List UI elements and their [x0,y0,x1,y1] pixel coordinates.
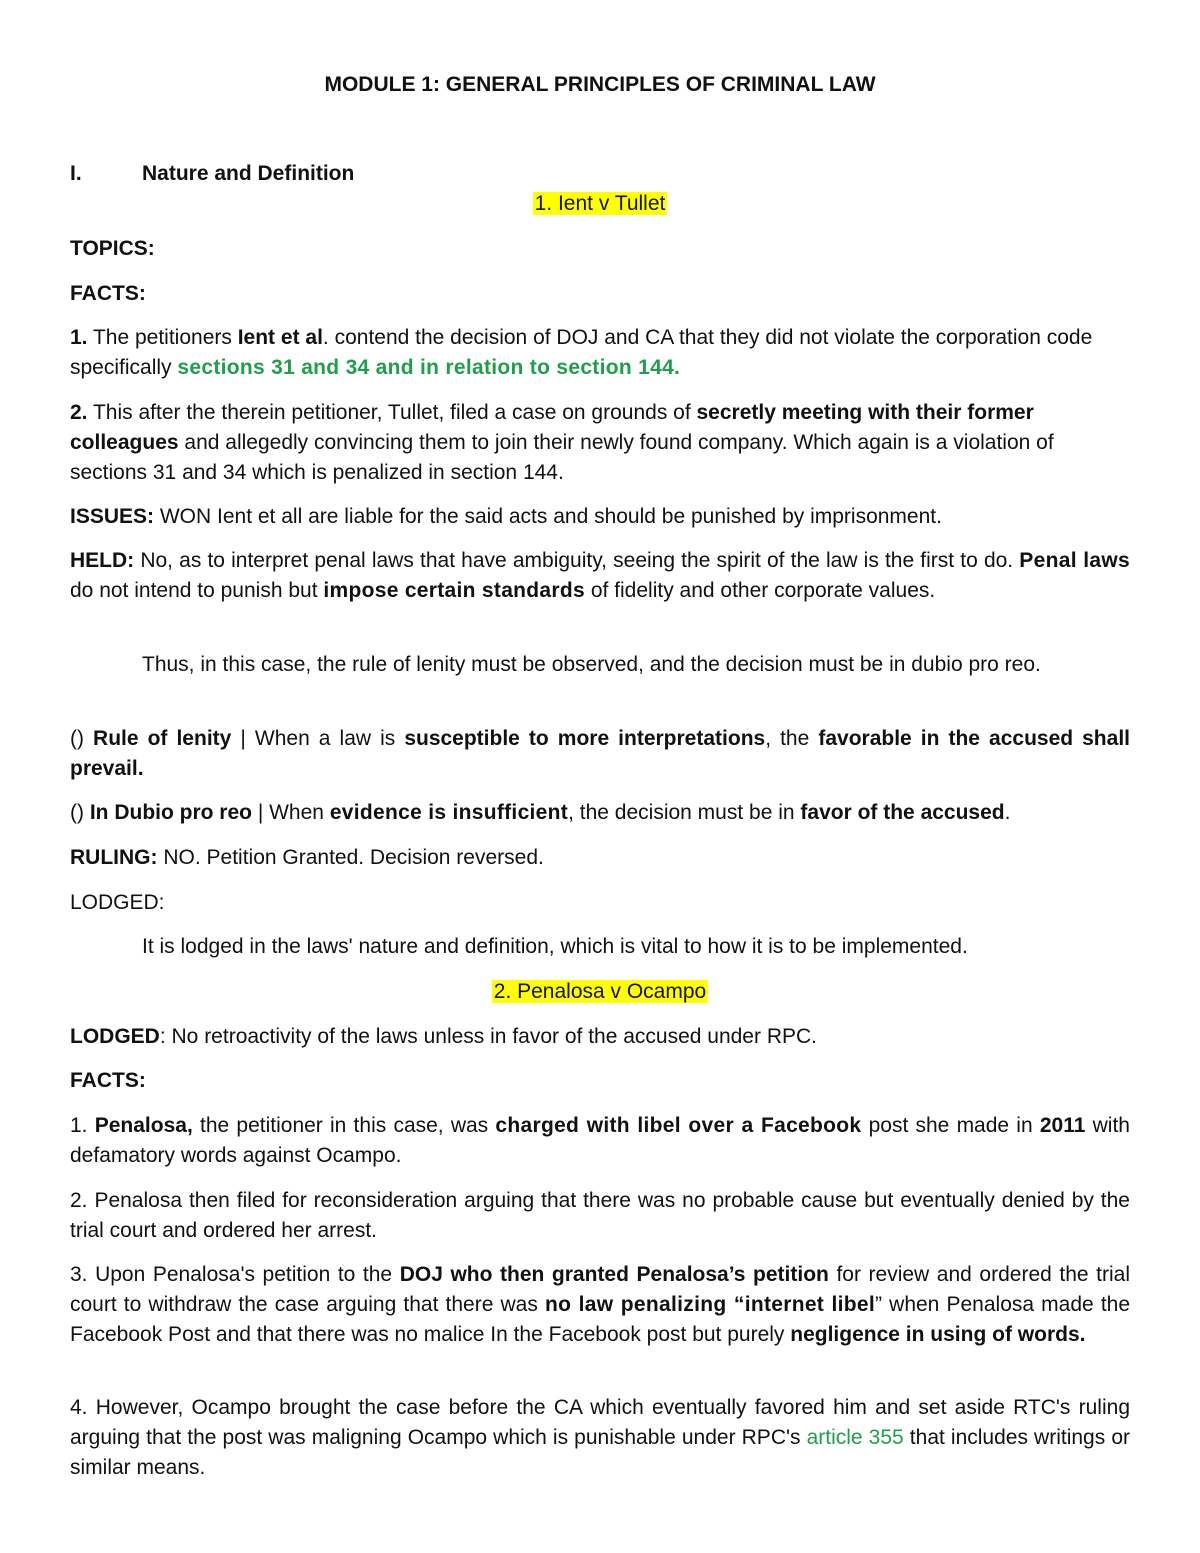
fact-text: 3. Upon Penalosa's petition to the [70,1263,400,1286]
held-label: HELD: [70,549,135,572]
case1-issues [70,502,1130,532]
lodged-text: : No retroactivity of the laws unless in favor of the accused under RPC. [159,1025,817,1048]
fact-text: The petitioners [87,326,238,349]
fact-bold: 2011 [1039,1114,1086,1137]
bullet-paren: () [70,727,94,750]
fact-text: This after the therein petitioner, Tullet, filed a case on grounds of [87,401,697,424]
fact-text: with defamatory words against Ocampo. [70,1114,1130,1167]
case1-rule-of-lenity [70,724,1130,784]
held-text: do not intend to punish but [70,579,324,602]
case1-ruling [70,843,1130,873]
case1-facts-label: FACTS: [70,282,146,305]
fact-text: ” when Penalosa made the Facebook Post and that there was no malice In the Facebook post but purely [70,1293,1131,1346]
term-text: . [1004,801,1011,824]
case2-fact-1 [70,1111,1130,1171]
fact-text: that includes writings or similar means. [70,1426,1130,1479]
fact-green-text: sections 31 and 34 and in relation to section 144. [177,356,681,379]
term-text: | When a law is [231,727,405,750]
case1-fact-1 [70,323,1130,383]
case1-lodged-text: It is lodged in the laws' nature and definition, which is vital to how it is to be implemented. [142,935,968,958]
fact-number: 2. [70,401,88,424]
term-bold: favor of the accused [800,801,1005,824]
case2-fact-3 [70,1260,1130,1350]
lodged-label: LODGED [70,1025,160,1048]
term-bold: Rule of lenity [93,727,232,750]
fact-bold: negligence in using of words. [790,1323,1086,1346]
case2-heading-highlight: 2. Penalosa v Ocampo [493,980,707,1003]
issues-text: WON Ient et all are liable for the said acts and should be punished by imprisonment. [154,505,942,528]
fact-bold: DOJ who then granted Penalosa’s petition [399,1263,829,1286]
case1-heading-highlight: 1. Ient v Tullet [534,192,666,215]
fact-text: and allegedly convincing them to join their newly found company. Which again is a violation of sections 31 and 34 which is penalized in section 144. [70,431,1054,484]
case1-fact-2 [70,398,1130,488]
case2-heading [70,977,1130,1007]
ruling-text: NO. Petition Granted. Decision reversed. [157,846,544,869]
bullet-paren: () [70,801,90,824]
fact-bold: charged with libel over a Facebook [495,1114,862,1137]
ruling-label: RULING: [70,846,158,869]
term-bold: favorable in the accused shall prevail. [70,727,1130,780]
held-bold: Penal laws [1019,549,1130,572]
case2-facts-label: FACTS: [70,1069,146,1092]
term-bold: evidence is insufficient [329,801,569,824]
case1-held [70,546,1130,606]
section-number: I. [70,162,82,185]
term-bold: susceptible to more interpretations [404,727,766,750]
fact-text: 4. However, Ocampo brought the case before the CA which eventually favored him and set aside RTC's ruling arguing that the post was maligning Ocampo which is punishable under RPC's [70,1396,1130,1449]
fact-text: 1. [70,1114,95,1137]
fact-green-link: article 355 [806,1426,904,1449]
held-text: of fidelity and other corporate values. [585,579,936,602]
case1-lodged-label: LODGED: [70,891,165,914]
case1-heading [70,189,1130,219]
section-heading [70,159,1130,189]
case2-fact-2: 2. Penalosa then filed for reconsideration arguing that there was no probable cause but eventually denied by the trial court and ordered her arrest. [70,1189,1130,1242]
term-text: , the decision must be in [568,801,801,824]
fact-bold: no law penalizing “internet libel [544,1293,876,1316]
fact-text: the petitioner in this case, was [192,1114,496,1137]
term-text: | When [251,801,330,824]
case1-topics-label: TOPICS: [70,237,155,260]
fact-bold: Ient et al [237,326,323,349]
term-text: , the [765,727,819,750]
case1-in-dubio-pro-reo [70,798,1130,828]
fact-bold: secretly meeting with their former colleagues [70,401,1034,454]
held-bold: impose certain standards [323,579,585,602]
fact-bold: Penalosa, [94,1114,193,1137]
section-label: Nature and Definition [142,162,355,185]
case1-thus-paragraph: Thus, in this case, the rule of lenity must be observed, and the decision must be in dubio pro reo. [142,653,1041,676]
fact-text: post she made in [861,1114,1040,1137]
fact-text: . contend the decision of DOJ and CA that they did not violate the corporation code specifically [70,326,1093,379]
case2-lodged [70,1022,1130,1052]
document-title: MODULE 1: GENERAL PRINCIPLES OF CRIMINAL LAW [324,73,876,96]
fact-text: for review and ordered the trial court to withdraw the case arguing that there was [70,1263,1130,1316]
term-bold: In Dubio pro reo [89,801,252,824]
case2-fact-4 [70,1393,1130,1483]
held-text: No, as to interpret penal laws that have ambiguity, seeing the spirit of the law is the first to do. [134,549,1020,572]
fact-number: 1. [70,326,88,349]
issues-label: ISSUES: [70,505,155,528]
